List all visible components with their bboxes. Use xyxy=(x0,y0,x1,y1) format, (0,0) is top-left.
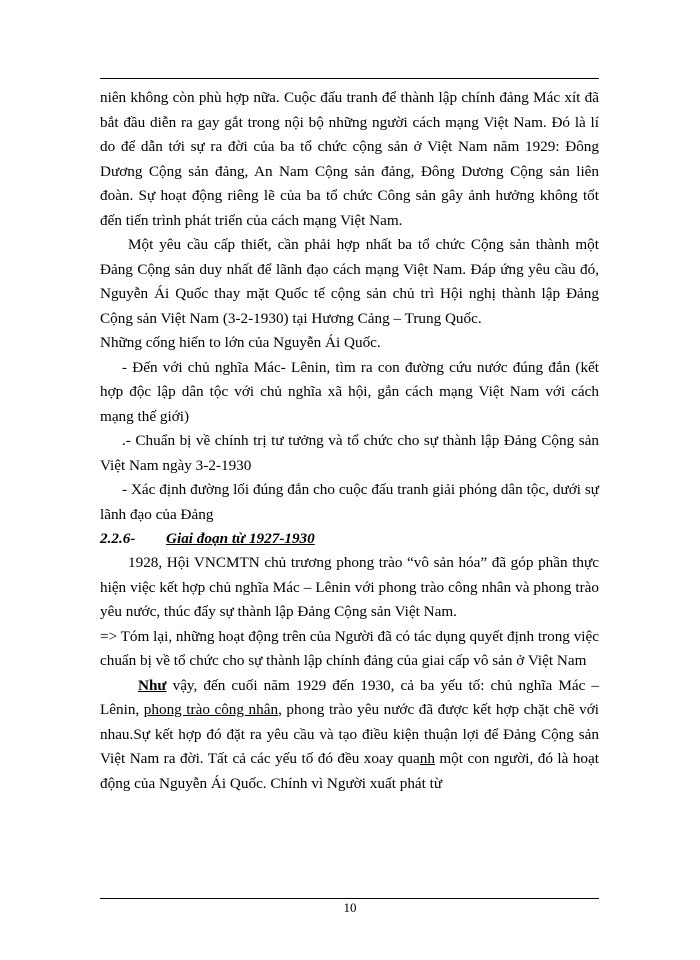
paragraph-4: 1928, Hội VNCMTN chủ trương phong trào “vô sản hóa” đã góp phần thực hiện việc kết hợp chủ nghĩa Mác – Lênin với phong trào công nhân và phong trào yêu nước, thúc đẩy sự thành lập Đảng Cộng sản Việt Nam. xyxy=(100,554,599,620)
section-number: 2.2.6- xyxy=(100,530,136,547)
text-run: vậy, đến cuối năm 1929 đến 1930, cả ba yếu tố: chủ nghĩa Mác – Lênin, xyxy=(100,676,599,718)
text-run: , phong trào yêu nước đã được kết hợp chặt chẽ với nhau.Sự kết hợp đó đặt ra yêu cầu và tạo điều kiện thuận lợi để Đảng Cộng sản Việt Nam ra đời. Tất cả các yếu tố đó đều xoay qua xyxy=(100,701,599,767)
page-body xyxy=(100,86,599,796)
underlined-run: phong trào công nhân xyxy=(143,701,279,718)
footer-rule xyxy=(100,898,599,899)
bullet-1: - Đến với chủ nghĩa Mác- Lênin, tìm ra con đường cứu nước đúng đắn (kết hợp độc lập dân tộc với chủ nghĩa xã hội, gắn cách mạng Việt Nam với cách mạng thế giới) xyxy=(100,358,599,425)
page-number: 10 xyxy=(343,900,357,915)
emphasis-nhu: Như xyxy=(138,676,167,694)
bullet-3: - Xác định đường lối đúng đắn cho cuộc đấu tranh giải phóng dân tộc, dưới sự lãnh đạo của Đảng xyxy=(100,481,599,523)
paragraph-1: niên không còn phù hợp nữa. Cuộc đấu tranh để thành lập chính đảng Mác xít đã bắt đầu diễn ra gay gắt trong nội bộ những người cách mạng Việt Nam. Đó là lí do để dẫn tới sự ra đời của ba tổ chức cộng sản ở Việt Nam năm 1929: Đông Dương Cộng sản đảng, An Nam Cộng sản đảng, Đông Dương Cộng sản liên đoàn. Sự hoạt động riêng lẽ của ba tổ chức Công sản gây ảnh hưởng không tốt đến tiến trình phát triển của cách mạng Việt Nam. xyxy=(100,89,599,229)
bullet-2: .- Chuẩn bị về chính trị tư tưởng và tổ chức cho sự thành lập Đảng Cộng sản Việt Nam ngày 3-2-1930 xyxy=(100,432,599,474)
paragraph-6 xyxy=(100,674,599,797)
header-rule xyxy=(100,78,599,79)
paragraph-2: Một yêu cầu cấp thiết, cần phải hợp nhất ba tổ chức Cộng sản thành một Đảng Cộng sản duy nhất để lãnh đạo cách mạng Việt Nam. Đáp ứng yêu cầu đó, Nguyễn Ái Quốc thay mặt Quốc tế cộng sản chủ trì Hội nghị thành lập Đảng Cộng sản Việt Nam (3-2-1930) tại Hương Cảng – Trung Quốc. xyxy=(100,236,599,327)
paragraph-3: Những cống hiến to lớn của Nguyễn Ái Quốc. xyxy=(100,334,381,351)
underlined-run: nh xyxy=(419,750,435,767)
section-heading xyxy=(100,527,599,551)
paragraph-5: => Tóm lại, những hoạt động trên của Người đã có tác dụng quyết định trong việc chuẩn bị về tổ chức cho sự thành lập chính đảng của giai cấp vô sản ở Việt Nam xyxy=(100,627,599,669)
section-title: Giai đoạn từ 1927-1930 xyxy=(166,530,315,547)
text-run: một con người, đó là hoạt động của Nguyễn Ái Quốc. Chính vì Người xuất phát từ xyxy=(100,750,599,792)
